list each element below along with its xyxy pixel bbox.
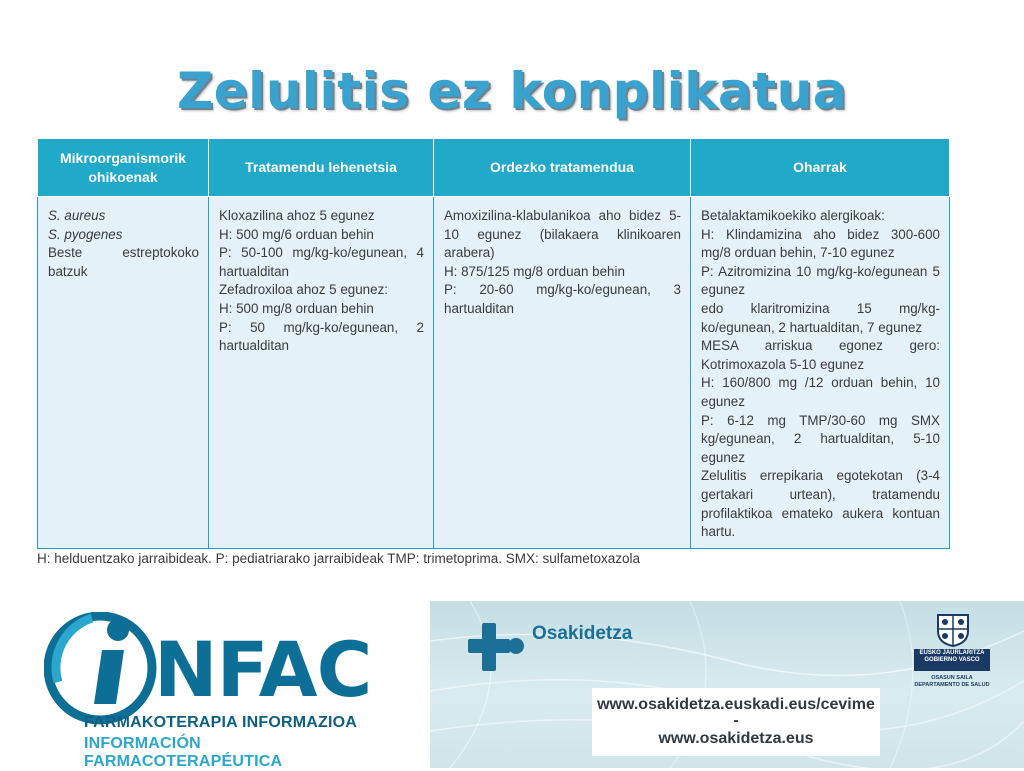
cell-notes <box>691 197 950 549</box>
cell-line: Beste estreptokoko batzuk <box>48 245 199 279</box>
government-name-box <box>914 649 990 671</box>
cell-line: Betalaktamikoekiko alergikoak: <box>701 208 885 223</box>
logo-wordmark: NFAC <box>154 625 372 714</box>
dept-name-eu: OSASUN SAILA <box>931 675 973 681</box>
cell-line: edo klaritromizina 15 mg/kg-ko/egunean, 2 hartualditan, 7 egunez <box>701 300 940 335</box>
cell-line: S. aureus <box>48 208 106 223</box>
cell-line: Amoxizilina-klabulanikoa aho bidez 5-10 egunez (bilakaera klinikoaren arabera) <box>444 208 681 261</box>
slide-title: Zelulitis ez konplikatua <box>177 62 847 120</box>
header-notes: Oharrak <box>691 139 950 197</box>
url-separator: - <box>733 712 739 729</box>
coat-of-arms-icon <box>934 609 972 647</box>
header-preferred-treatment: Tratamendu lehenetsia <box>209 139 434 197</box>
cell-microorganisms <box>38 197 209 549</box>
cell-line: P: 6-12 mg TMP/30-60 mg SMX kg/egunean, 2 hartualditan, 5-10 egunez <box>701 412 940 465</box>
cell-line: P: Azitromizina 10 mg/kg-ko/egunean 5 egunez <box>701 263 940 298</box>
cell-line: H: 160/800 mg /12 orduan behin, 10 egunez <box>701 375 940 409</box>
osakidetza-banner <box>430 601 1024 768</box>
cell-line: H: 500 mg/6 orduan behin <box>219 226 374 242</box>
cevime-link[interactable]: www.osakidetza.euskadi.eus/cevime <box>597 696 875 713</box>
header-alternative-treatment: Ordezko tratamendua <box>434 139 691 197</box>
table-footnote: H: helduentzako jarraibideak. P: pediatriarako jarraibideak TMP: trimetoprima. SMX: sulfametoxazola <box>37 551 641 566</box>
cell-alternative-treatment <box>434 197 691 549</box>
cell-line: S. pyogenes <box>48 226 123 242</box>
cell-preferred-treatment <box>209 197 434 549</box>
cell-line: H: 500 mg/8 orduan behin <box>219 300 374 316</box>
osakidetza-icon <box>468 621 526 673</box>
logo-subtitle-es: INFORMACIÓN FARMACOTERAPÉUTICA <box>84 735 283 770</box>
table-row <box>38 197 950 549</box>
cell-line: H: 875/125 mg/8 orduan behin <box>444 263 625 279</box>
header-microorganisms: Mikroorganismorik ohikoenak <box>38 139 209 197</box>
cell-line: Kloxazilina ahoz 5 egunez <box>219 208 375 223</box>
infac-logo <box>44 612 384 770</box>
cell-line: Zelulitis errepikaria egotekotan (3-4 gertakari urtean), tratamendu profilaktikoa emateko aukera kontuan hartu. <box>701 468 940 540</box>
basque-government-logo <box>912 609 992 729</box>
cell-line: P: 50 mg/kg-ko/egunean, 2 hartualditan <box>219 319 424 354</box>
infac-i-icon <box>44 612 164 724</box>
logo-subtitle-eu: FARMAKOTERAPIA INFORMAZIOA <box>84 714 358 731</box>
cell-line: P: 50-100 mg/kg-ko/egunean, 4 hartualditan <box>219 245 424 279</box>
treatment-table <box>37 138 950 549</box>
dept-name-es: DEPARTAMENTO DE SALUD <box>914 682 990 688</box>
cell-line: MESA arriskua egonez gero: Kotrimoxazola 5-10 egunez <box>701 338 940 372</box>
cell-line: Zefadroxiloa ahoz 5 egunez: <box>219 282 388 298</box>
cell-line: P: 20-60 mg/kg-ko/egunean, 3 hartualditan <box>444 282 681 316</box>
url-box <box>592 688 880 756</box>
table-header-row <box>38 139 950 197</box>
osakidetza-label: Osakidetza <box>532 623 633 644</box>
osakidetza-link[interactable]: www.osakidetza.eus <box>658 730 814 747</box>
gov-name-es: GOBIERNO VASCO <box>924 657 980 663</box>
cell-line: H: Klindamizina aho bidez 300-600 mg/8 orduan behin, 7-10 egunez <box>701 226 940 261</box>
gov-name-eu: EUSKO JAURLARITZA <box>919 650 985 656</box>
department-name <box>912 675 992 689</box>
